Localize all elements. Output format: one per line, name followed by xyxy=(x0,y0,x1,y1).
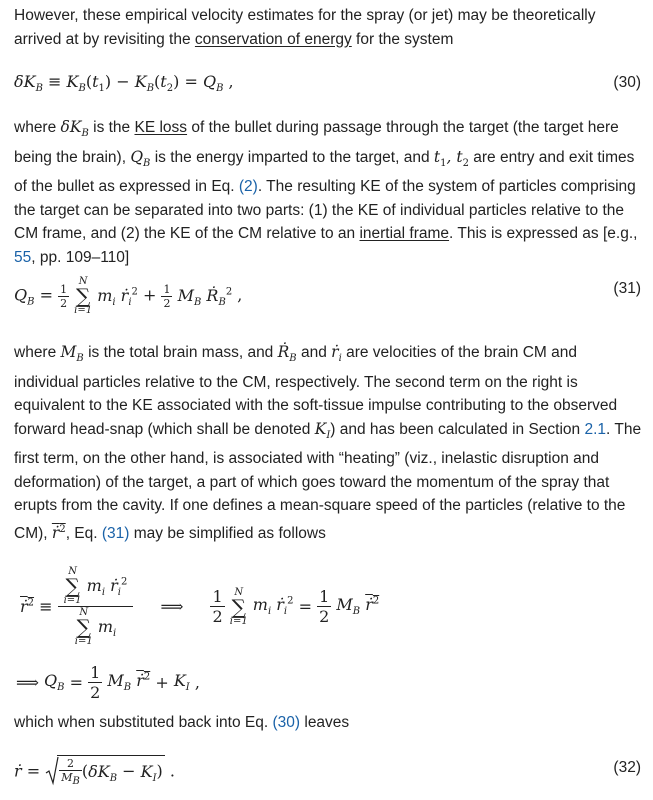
equation-qb-result: ⟹ $Q_B$ = $\frac{1}{2}$ $M_B$ ṙ$^2$ + $K_I$ , xyxy=(16,663,200,702)
paragraph-brain-mass: where $M_B$ is the total brain mass, and Ṙ$_B$ and ṙ$_i$ are velocities of the brain CM and individual particles relative to the CM, respectively. The second term on the right is equivalent to the KE associated with the soft-tissue impulse contributing to the observed forward head-snap (which shall be denoted $K_I$) and has been calculated in Section 2.1. The first term, on the other hand, is associated with “heating” (viz., inelastic disruption and deformation) of the target, a part of which goes toward the momentum of the spray that erupts from the cavity. If one defines a mean-square speed of the particles (relative to the CM), ṙ$^2$, Eq. (31) may be simplified as follows xyxy=(14,343,642,542)
ref-eq-2[interactable]: (2) xyxy=(238,178,258,196)
link-conservation-of-energy[interactable]: conservation of energy xyxy=(194,30,352,48)
paragraph-ke-loss: where $\delta K_B$ is the KE loss of the bullet during passage through the target (the target here being the brain), $Q_B$ is the energy imparted to the target, and $t_1$, $t_2$ are entry and exit times of the bullet as expressed in Eq. (2). The resulting KE of the system of particles comprising the target can be separated into two parts: (1) the KE of individual particles relative to the CM frame, and (2) the KE of the CM relative to an inertial frame. This is expressed as [e.g., 55, pp. 109–110] xyxy=(14,118,638,266)
equation-mean-square: ṙ$^2$ ≡ N ∑ i=1 $m_i$ ṙ$_i^2$ N ∑ i=1 $m_i$ ⟹ $\frac{1}{2}$ N ∑ i=1 $m_i$ ṙ$_i^2$ = $\frac{1}{2}$ $M_B$ ṙ$^2$ xyxy=(20,566,380,647)
ref-eq-30[interactable]: (30) xyxy=(272,714,301,731)
link-inertial-frame[interactable]: inertial frame xyxy=(359,225,450,243)
equation-number-31: (31) xyxy=(613,280,641,297)
ref-eq-31[interactable]: (31) xyxy=(101,524,130,542)
ref-section-2-1[interactable]: 2.1 xyxy=(584,420,607,438)
equation-number-32: (32) xyxy=(613,759,641,776)
link-ke-loss[interactable]: KE loss xyxy=(134,119,188,136)
equation-31: $Q_B$ = $\frac{1}{2}$ N ∑ i=1 $m_i$ ṙ$_i^2$ + $\frac{1}{2}$ $M_B$ Ṙ$_B^2$ , xyxy=(14,276,243,316)
equation-30: $\delta K_B \equiv K_B(t_1) - K_B(t_2) = Q_B$ , xyxy=(14,72,234,95)
equation-32: ṙ = $\frac{2}{M_B}$ $(\delta K_B - K_I)$ . xyxy=(14,757,175,788)
paragraph-substitution: which when substituted back into Eq. (30) leaves xyxy=(14,714,350,731)
equation-number-30: (30) xyxy=(613,74,641,91)
paragraph-intro: However, these empirical velocity estimates for the spray (or jet) may be theoretically arrived at by revisiting the conservation of energy for the system xyxy=(14,7,596,48)
ref-55[interactable]: 55 xyxy=(14,248,32,266)
